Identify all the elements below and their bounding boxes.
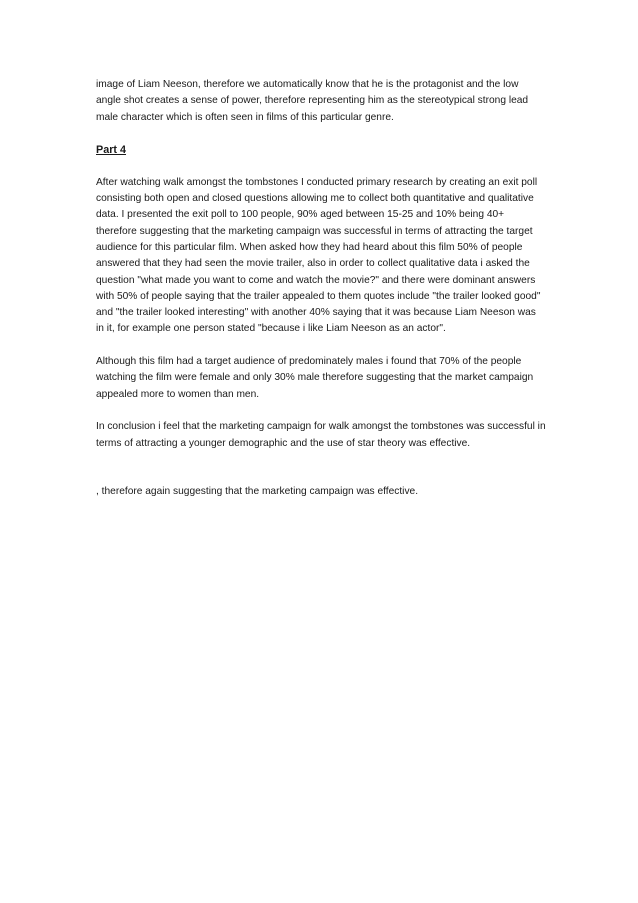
intro-paragraph: image of Liam Neeson, therefore we automatically know that he is the protagonist and the low angle shot creates a sense of power, therefore representing him as the stereotypical strong lead male character which is often seen in films of this particular genre. bbox=[96, 79, 529, 123]
document-body bbox=[96, 77, 546, 517]
paragraph-gender-audience: Although this film had a target audience of predominately males i found that 70% of the people watching the film were female and only 30% male therefore suggesting that the market campaign appealed more to women than men. bbox=[96, 356, 534, 400]
closing-fragment: , therefore again suggesting that the marketing campaign was effective. bbox=[96, 486, 419, 498]
section-heading-part-4: Part 4 bbox=[96, 144, 127, 157]
paragraph-conclusion: In conclusion i feel that the marketing campaign for walk amongst the tombstones was successful in terms of attracting a younger demographic and the use of star theory was effective. bbox=[96, 421, 546, 449]
paragraph-exit-poll: After watching walk amongst the tombstones I conducted primary research by creating an exit poll consisting both open and closed questions allowing me to collect both quantitative and qualitative data. I presented the exit poll to 100 people, 90% aged between 15-25 and 10% being 40+ therefore suggesting that the marketing campaign was successful in terms of attracting the target audience for this particular film. When asked how they had heard about this film 50% of people answered that they had seen the movie trailer, also in order to collect qualitative data i asked the question "what made you want to come and watch the movie?" and there were dominant answers with 50% of people saying that the trailer appealed to them quotes include "the trailer looked good" and "the trailer looked interesting" with another 40% saying that it was because Liam Neeson was in it, for example one person stated "because i like Liam Neeson as an actor". bbox=[96, 176, 541, 335]
